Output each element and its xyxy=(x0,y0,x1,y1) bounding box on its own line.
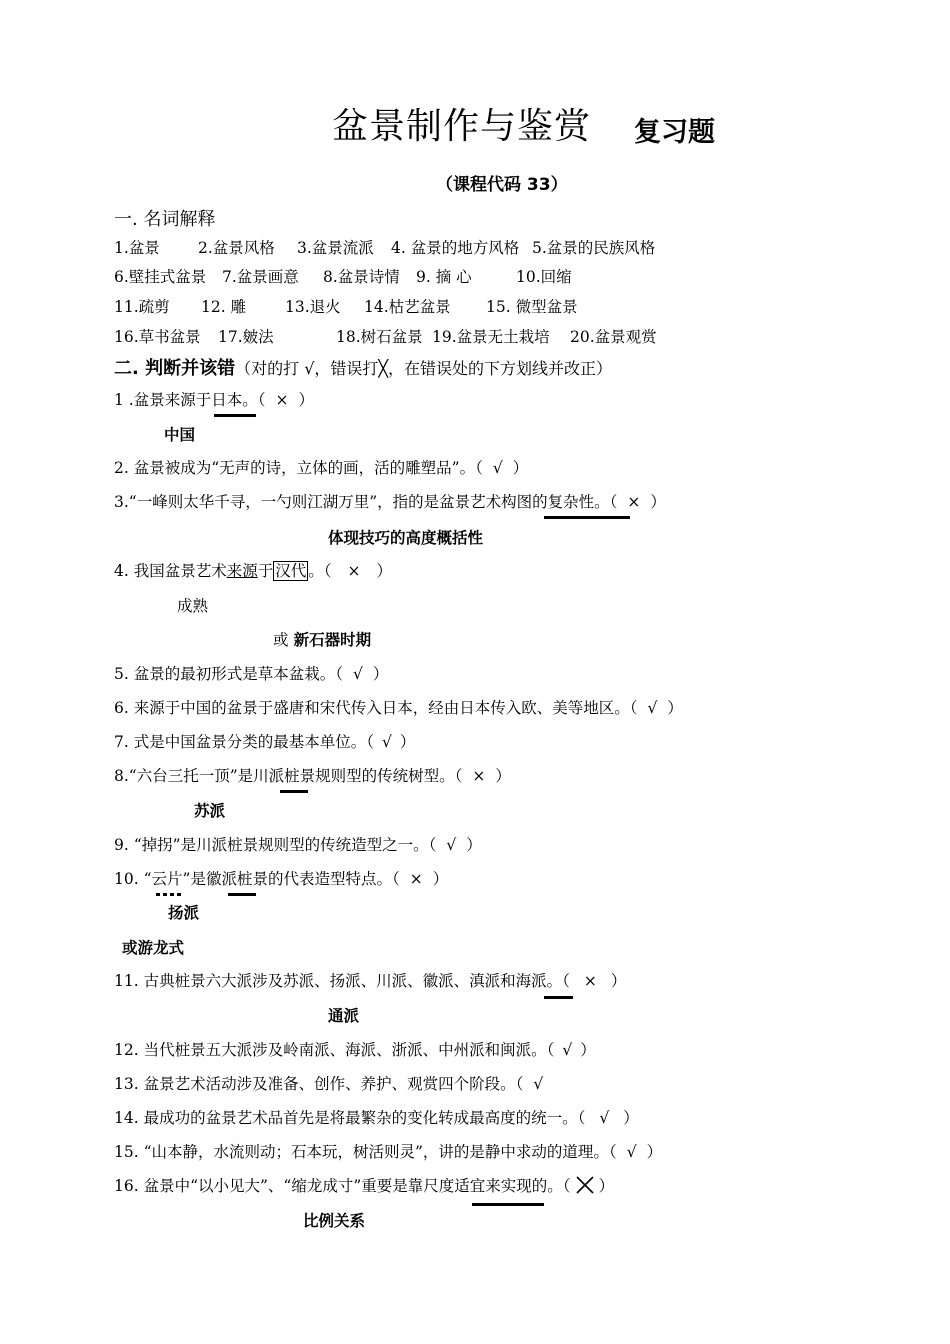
term: 8.盆景诗情 xyxy=(323,268,400,286)
correction-4a: 成熟 xyxy=(177,597,209,615)
question-5: 5. 盆景的最初形式是草本盆栽。（ √ ） xyxy=(114,665,389,683)
question-10: 10. “云片”是徽派桩景的代表造型特点。（ × ） xyxy=(114,870,449,888)
question-12: 12. 当代桩景五大派涉及岭南派、海派、浙派、中州派和闽派。（ √ ） xyxy=(114,1041,596,1059)
correction-4b: 或 新石器时期 xyxy=(273,631,372,649)
question-3: 3.“一峰则太华千寻，一勺则江湖万里”，指的是盆景艺术构图的复杂性。（ × ） xyxy=(114,493,666,511)
cross-mark: × xyxy=(409,870,423,888)
question-14: 14. 最成功的盆景艺术品首先是将最繁杂的变化转成最高度的统一。（ √ ） xyxy=(114,1109,639,1127)
section2-heading-line xyxy=(114,354,612,380)
question-11: 11. 古典桩景六大派涉及苏派、扬派、川派、徽派、滇派和海派。（ × ） xyxy=(114,972,627,990)
correction-16: 比例关系 xyxy=(303,1212,366,1230)
question-4: 4. 我国盆景艺术来源于 汉代 。（ × ） xyxy=(114,562,393,580)
error-dotted-underline xyxy=(156,893,182,896)
check-mark: √ xyxy=(492,459,503,477)
question-6: 6. 来源于中国的盆景于盛唐和宋代传入日本，经由日本传入欧、美等地区。（ √ ） xyxy=(114,699,683,717)
cross-mark: × xyxy=(583,972,597,990)
section1-heading: 一. 名词解释 xyxy=(114,209,216,230)
error-underline xyxy=(472,1203,544,1206)
section2-heading: 二. 判断并该错 xyxy=(114,358,236,379)
term: 18.树石盆景 xyxy=(336,328,423,346)
term: 13.退火 xyxy=(285,298,341,316)
error-underline xyxy=(544,516,630,519)
question-2: 2. 盆景被成为“无声的诗，立体的画，活的雕塑品”。（ √ ） xyxy=(114,459,529,477)
correction-1: 中国 xyxy=(164,426,196,444)
error-underline xyxy=(228,893,256,896)
check-mark: √ xyxy=(647,699,658,717)
term: 17.皴法 xyxy=(218,328,274,346)
check-mark: √ xyxy=(533,1075,544,1093)
term: 10.回缩 xyxy=(516,268,572,286)
error-underline xyxy=(280,790,308,793)
term: 1.盆景 xyxy=(114,239,160,257)
term: 6.壁挂式盆景 xyxy=(114,268,207,286)
correction-8: 苏派 xyxy=(194,802,226,820)
correction-3: 体现技巧的高度概括性 xyxy=(328,529,484,547)
question-7: 7. 式是中国盆景分类的最基本单位。（ √ ） xyxy=(114,733,416,751)
term: 2.盆景风格 xyxy=(198,239,275,257)
question-9: 9. “掉拐”是川派桩景规则型的传统造型之一。（ √ ） xyxy=(114,836,482,854)
term: 5.盆景的民族风格 xyxy=(532,239,656,257)
course-code: （课程代码 33） xyxy=(436,175,568,195)
term: 16.草书盆景 xyxy=(114,328,201,346)
term: 12. 雕 xyxy=(201,298,247,316)
page-subtitle: 复习题 xyxy=(634,117,715,148)
check-mark: √ xyxy=(446,836,457,854)
cross-mark: × xyxy=(347,562,361,580)
term: 20.盆景观赏 xyxy=(570,328,657,346)
term: 15. 微型盆景 xyxy=(486,298,578,316)
term: 9. 摘 心 xyxy=(416,268,472,286)
question-8: 8.“六台三托一顶”是川派桩景规则型的传统树型。（ × ） xyxy=(114,767,511,785)
large-x-icon xyxy=(575,1175,595,1195)
correction-10b: 或游龙式 xyxy=(122,939,185,957)
question-13: 13. 盆景艺术活动涉及准备、创作、养护、观赏四个阶段。（ √ xyxy=(114,1072,553,1094)
correction-10a: 扬派 xyxy=(168,904,200,922)
term: 3.盆景流派 xyxy=(297,239,374,257)
question-16: 16. 盆景中“以小见大”、“缩龙成寸”重要是靠尺度适宜来实现的。（ ） xyxy=(114,1177,615,1195)
term: 4. 盆景的地方风格 xyxy=(391,239,520,257)
page-title: 盆景制作与鉴赏 xyxy=(332,106,592,147)
check-mark: √ xyxy=(352,665,363,683)
error-underline xyxy=(214,414,256,417)
cross-mark: × xyxy=(627,493,641,511)
error-underline xyxy=(544,996,573,999)
correction-11: 通派 xyxy=(328,1007,360,1025)
term: 19.盆景无土栽培 xyxy=(432,328,550,346)
cross-mark: × xyxy=(275,391,289,409)
check-mark: √ xyxy=(562,1041,573,1059)
cross-mark: × xyxy=(472,767,486,785)
question-1: 1 .盆景来源于日本。（ × ） xyxy=(114,391,315,409)
term: 7.盆景画意 xyxy=(222,268,299,286)
question-15: 15. “山本静，水流则动；石本玩，树活则灵”，讲的是静中求动的道理。（ √ ） xyxy=(114,1143,663,1161)
term: 14.枯艺盆景 xyxy=(364,298,451,316)
check-mark: √ xyxy=(381,733,392,751)
check-mark: √ xyxy=(599,1109,610,1127)
term: 11.疏剪 xyxy=(114,298,170,316)
section2-note: （对的打 √，错误打╳，在错误处的下方划线并改正） xyxy=(235,359,613,378)
check-mark: √ xyxy=(626,1143,637,1161)
